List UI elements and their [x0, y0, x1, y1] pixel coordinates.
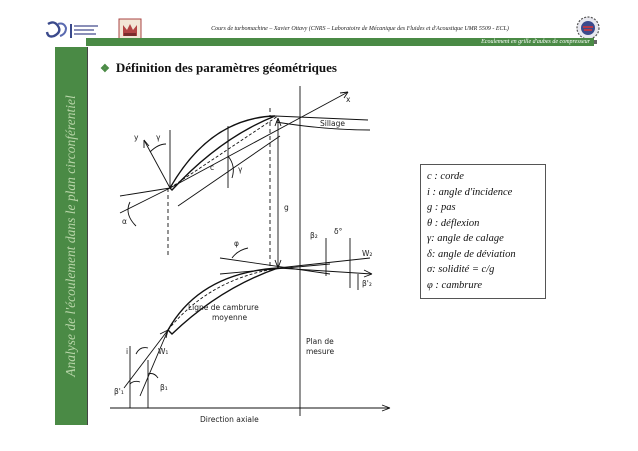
gamma-top-arc — [150, 144, 166, 152]
beta1-prime-label: β'₁ — [114, 387, 124, 396]
legend-line-deviation: δ: angle de déviation — [427, 248, 516, 260]
legend-line-deflection: θ : déflexion — [427, 217, 480, 229]
slide-heading — [100, 60, 337, 76]
blade-cascade-diagram — [100, 78, 410, 430]
sidebar-divider — [87, 47, 88, 425]
incidence-arc — [136, 348, 148, 354]
w1-line — [124, 330, 168, 388]
measurement-plane-label: Plan de — [306, 337, 334, 346]
y-axis-label: y — [134, 133, 139, 142]
upper-chord — [170, 116, 278, 188]
header-title: Cours de turbomachine – Xavier Ottavy (CNRS – Laboratoire de Mécanique des Fluides et d'Acoustique UMR 5509 - ECL) — [211, 26, 509, 32]
sidebar-title: Analyse de l'écoulement dans le plan circonférentiel — [63, 95, 78, 377]
gamma-right-label: γ — [238, 165, 243, 174]
beta2-label: β₂ — [310, 231, 318, 240]
legend-line-pitch: g : pas — [427, 202, 456, 213]
lower-blade — [168, 268, 278, 334]
legend-line-incidence: i : angle d'incidence — [427, 186, 513, 198]
gamma-right-arc — [228, 156, 233, 178]
camber-line-label-2: moyenne — [212, 313, 248, 322]
axial-direction-label: Direction axiale — [200, 415, 259, 424]
chord-dimension — [178, 136, 280, 206]
te-tangent-1 — [220, 264, 330, 274]
x-axis-line — [170, 92, 348, 188]
gamma-top-label: γ — [156, 133, 161, 142]
legend-line-stagger: γ: angle de calage — [427, 233, 504, 244]
beta1-label: β₁ — [160, 383, 168, 392]
slide-heading-text: Définition des paramètres géométriques — [115, 60, 337, 75]
delta0-label: δ° — [334, 227, 343, 236]
alpha-label: α — [122, 217, 127, 226]
beta1-prime-arc — [130, 381, 140, 384]
legend-line-solidity: σ: solidité = c/g — [427, 264, 495, 275]
legend-line-camber: φ : cambrure — [427, 279, 482, 291]
legend-line-chord: c : corde — [427, 171, 464, 182]
sidebar-band — [55, 47, 87, 425]
upper-blade — [170, 116, 275, 190]
measurement-plane-label-2: mesure — [306, 347, 335, 356]
wake-label: Sillage — [320, 119, 345, 128]
chord-label: c — [210, 163, 215, 172]
diamond-bullet-icon: ❖ — [100, 63, 110, 75]
phi-arc — [232, 248, 248, 258]
pitch-label: g — [284, 203, 289, 212]
header-band — [86, 38, 594, 46]
camber-line-label: Ligne de cambrure — [188, 303, 259, 312]
legend-box — [420, 164, 546, 299]
incidence-label: i — [126, 347, 129, 356]
beta2-prime-label: β'₂ — [362, 279, 372, 288]
w2-label: W₂ — [362, 249, 373, 258]
phi-label: φ — [234, 239, 239, 248]
y-axis-line — [144, 140, 170, 188]
x-axis-label: x — [346, 95, 351, 104]
w1-label: W₁ — [158, 347, 169, 356]
outlet-metal-line — [278, 258, 370, 268]
header-band-text: Ecoulement en grille d'aubes de compresseur — [481, 39, 590, 45]
slide-header — [0, 0, 638, 50]
